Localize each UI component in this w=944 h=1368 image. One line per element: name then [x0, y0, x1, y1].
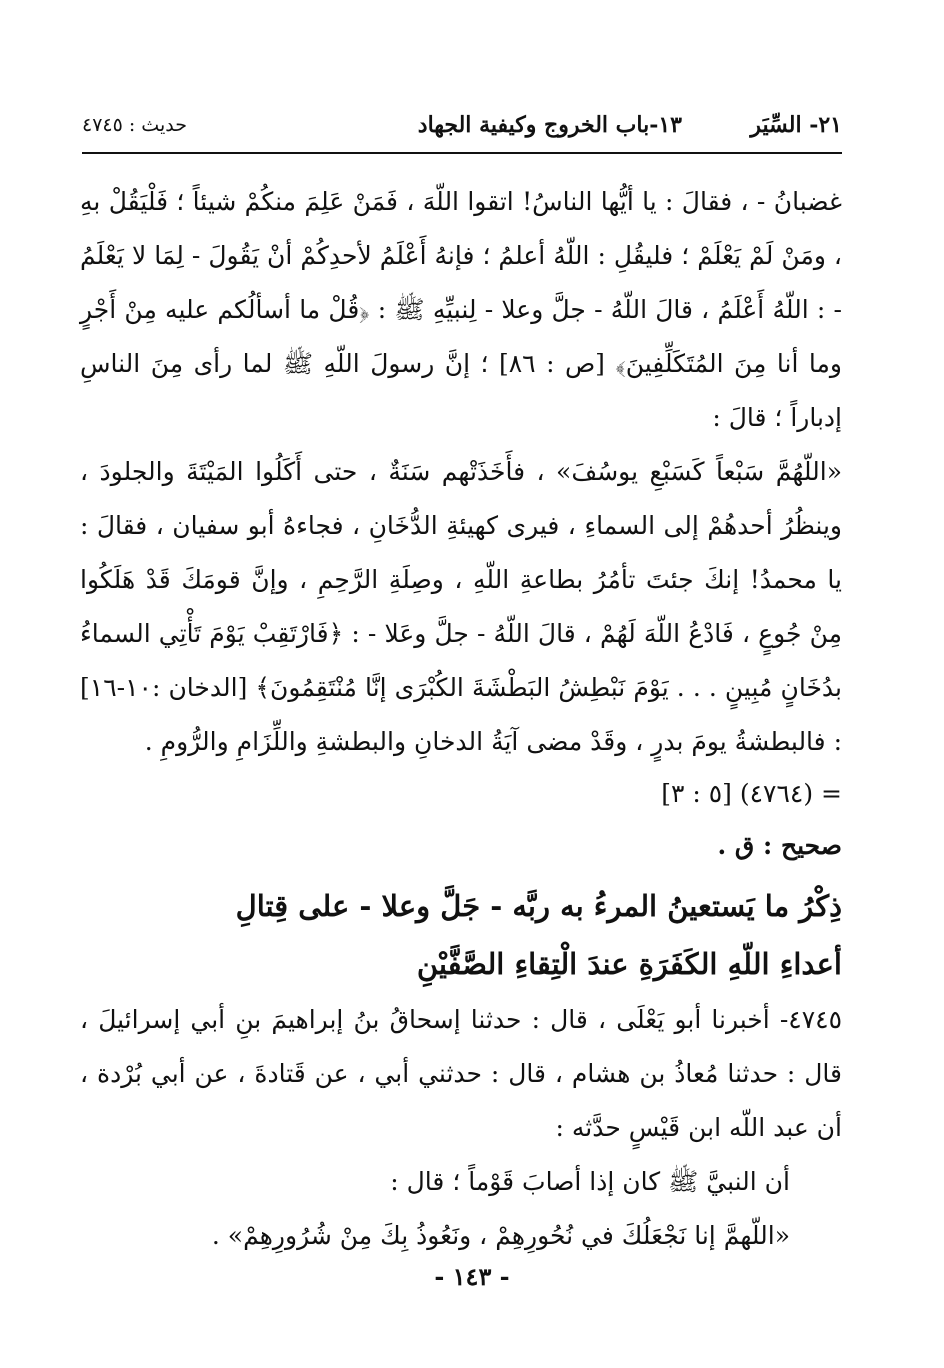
chapter-title: ١٣-باب الخروج وكيفية الجهاد	[417, 112, 682, 138]
paragraph: «اللّهُمَّ سَبْعاً كَسَبْعِ يوسُفَ» ، فأَخَذَتْهم سَنَةٌ ، حتى أَكَلُوا المَيْتَةَ والجلودَ ، وينظُرُ أحدهُمْ إلى السماءِ ، فيرى كهيئةِ الدُّخَانِ ، فجاءهُ أبو سفيان ، فقالَ : يا محمدُ! إنكَ جئتَ تأمُرُ بطاعةِ اللّهِ ، وصِلَةِ الرَّحِمِ ، وإنَّ قومَكَ قَدْ هَلَكُوا مِنْ جُوعٍ ، فَادْعُ اللّهَ لَهُمْ ، قالَ اللّهُ - جلَّ وعَلا - : ﴿فَارْتَقِبْ يَوْمَ تَأْتِي السماءُ بدُخَانٍ مُبِينٍ . . . يَوْمَ نَبْطِشُ البَطْشَةَ الكُبْرَى إنَّا مُنْتَقِمُونَ﴾ [الدخان :١٠-١٦] : فالبطشةُ يومَ بدرٍ ، وقَدْ مضى آيَةُ الدخانِ والبطشةِ واللِّزَامِ والرُّومِ .	[80, 457, 842, 756]
paragraph: غضبانُ - ، فقالَ : يا أيُّها الناسُ! اتقوا اللّهَ ، فَمَنْ عَلِمَ منكُمْ شيئاً ؛ فَلْيَقُلْ بهِ ، ومَنْ لَمْ يَعْلَمْ ؛ فليقُلِ : اللّهُ أعلمُ ؛ فإنهُ أَعْلَمُ لأحدِكُمْ أنْ يَقُولَ - لِمَا لا يَعْلَمُ - : اللّهُ أَعْلَمُ ، قالَ اللّهُ - جلَّ وعلا - لِنبيِّهِ ﷺ : ﴿قُلْ ما أسألُكم عليه مِنْ أَجْرٍ وما أنا مِنَ المُتَكَلِّفِينَ﴾ [ص : ٨٦] ؛ إنَّ رسولَ اللّهِ ﷺ لما رأى مِنَ الناسِ إدباراً ؛ قالَ :	[80, 187, 842, 432]
page-number: - ١٤٣ -	[434, 1262, 510, 1291]
hadith-grade: صحيح : ق .	[717, 831, 842, 860]
cross-reference: = (٤٧٦٤) [٥ : ٣]	[661, 779, 842, 808]
running-header	[82, 108, 842, 148]
hadith-matn: أن النبيَّ ﷺ كان إذا أصابَ قَوْماً ؛ قال :	[390, 1167, 790, 1196]
section-title	[80, 877, 842, 993]
hadith-isnad: ٤٧٤٥- أخبرنا أبو يَعْلَى ، قال : حدثنا إسحاقُ بنُ إبراهيمَ بنِ أبي إسرائيلَ ، قال : حدثنا مُعاذُ بن هشام ، قال : حدثني أبي ، عن قَتادةَ ، عن أبي بُرْدة ، أن عبد اللّه ابن قَيْسٍ حدَّثه :	[80, 1005, 842, 1142]
hadith-supplication: «اللّهمَّ إنا نَجْعَلُكَ في نُحُورِهِمْ ، ونَعُوذُ بِكَ مِنْ شُرُورِهِمْ» .	[211, 1221, 790, 1250]
header-rule	[82, 152, 842, 154]
section-title-line: أعداءِ اللّهِ الكَفَرَةِ عندَ الْتِقاءِ الصَّفَّيْنِ	[416, 947, 842, 981]
page-body	[80, 175, 842, 1263]
section-title-line: ذِكْرُ ما يَستعينُ المرءُ به ربَّه - جَلَّ وعلا - على قِتالِ	[235, 889, 842, 923]
hadith-number-header: حديث : ٤٧٤٥	[82, 114, 187, 136]
book-title: ٢١- السِّيَر	[750, 112, 842, 138]
